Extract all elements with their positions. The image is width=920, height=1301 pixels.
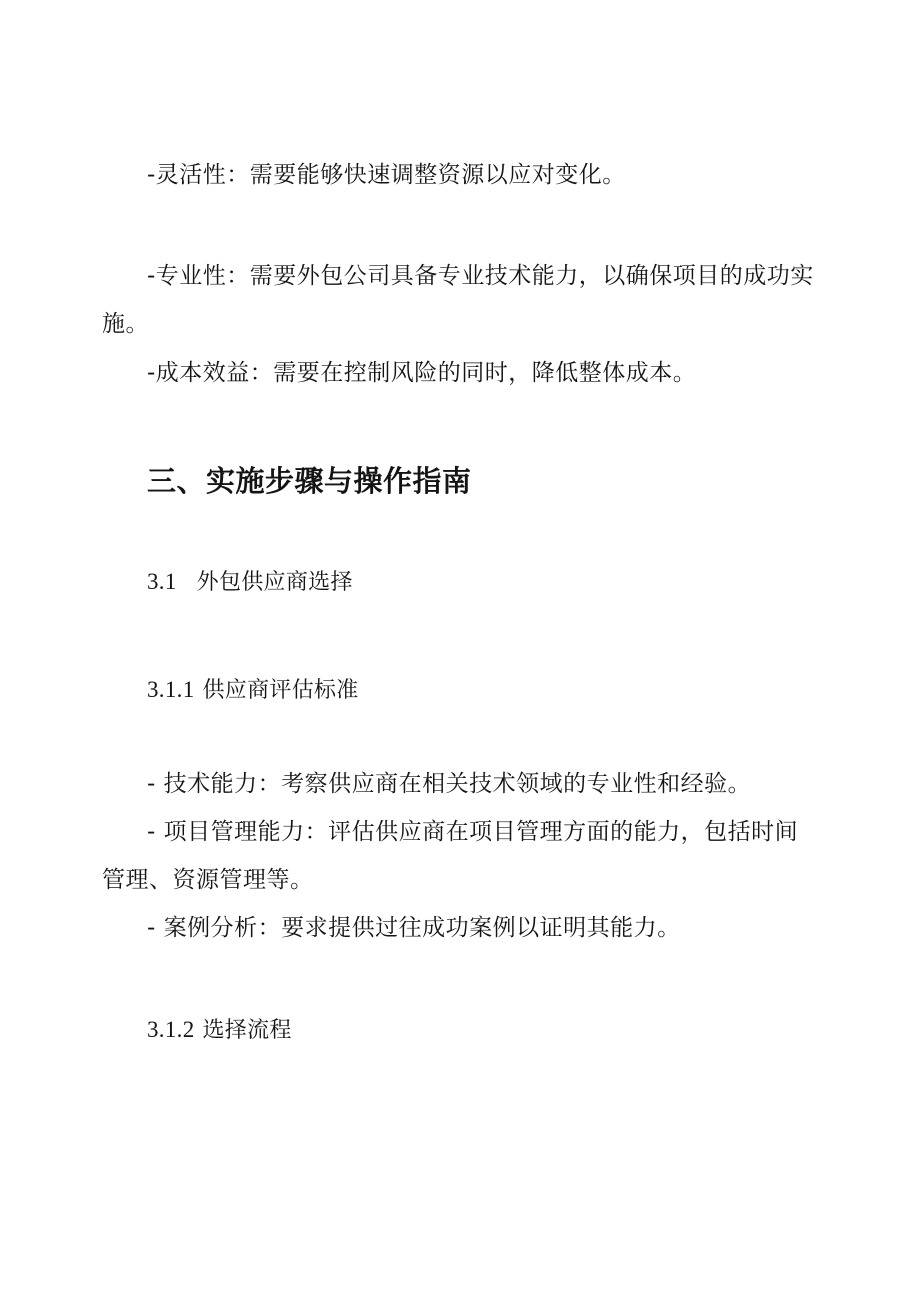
subsection-3-1-title: 外包供应商选择: [196, 570, 353, 595]
subsection-3-1-2-title: 选择流程: [202, 1018, 292, 1043]
section-heading: 三、实施步骤与操作指南: [147, 464, 472, 498]
subsection-3-1-1-title: 供应商评估标准: [202, 678, 359, 703]
bullet-professionalism: -专业性：需要外包公司具备专业技术能力，以确保项目的成功实: [147, 263, 814, 289]
subsection-3-1-2-number: 3.1.2: [147, 1017, 195, 1042]
criterion-technical: - 技术能力：考察供应商在相关技术领域的专业性和经验。: [147, 771, 752, 797]
bullet-flexibility: -灵活性：需要能够快速调整资源以应对变化。: [147, 162, 626, 188]
bullet-professionalism-continuation: 施。: [102, 311, 149, 337]
subsection-3-1-2: [147, 1015, 292, 1046]
criterion-project-management: - 项目管理能力：评估供应商在项目管理方面的能力，包括时间: [147, 819, 799, 845]
bullet-cost-effectiveness: -成本效益：需要在控制风险的同时，降低整体成本。: [147, 360, 697, 386]
criterion-case-study: - 案例分析：要求提供过往成功案例以证明其能力。: [147, 915, 681, 941]
subsection-3-1-1-number: 3.1.1: [147, 677, 195, 702]
criterion-project-management-continuation: 管理、资源管理等。: [102, 867, 314, 893]
subsection-3-1-1: [147, 675, 359, 706]
subsection-3-1: [147, 567, 353, 598]
subsection-3-1-number: 3.1: [147, 569, 177, 594]
